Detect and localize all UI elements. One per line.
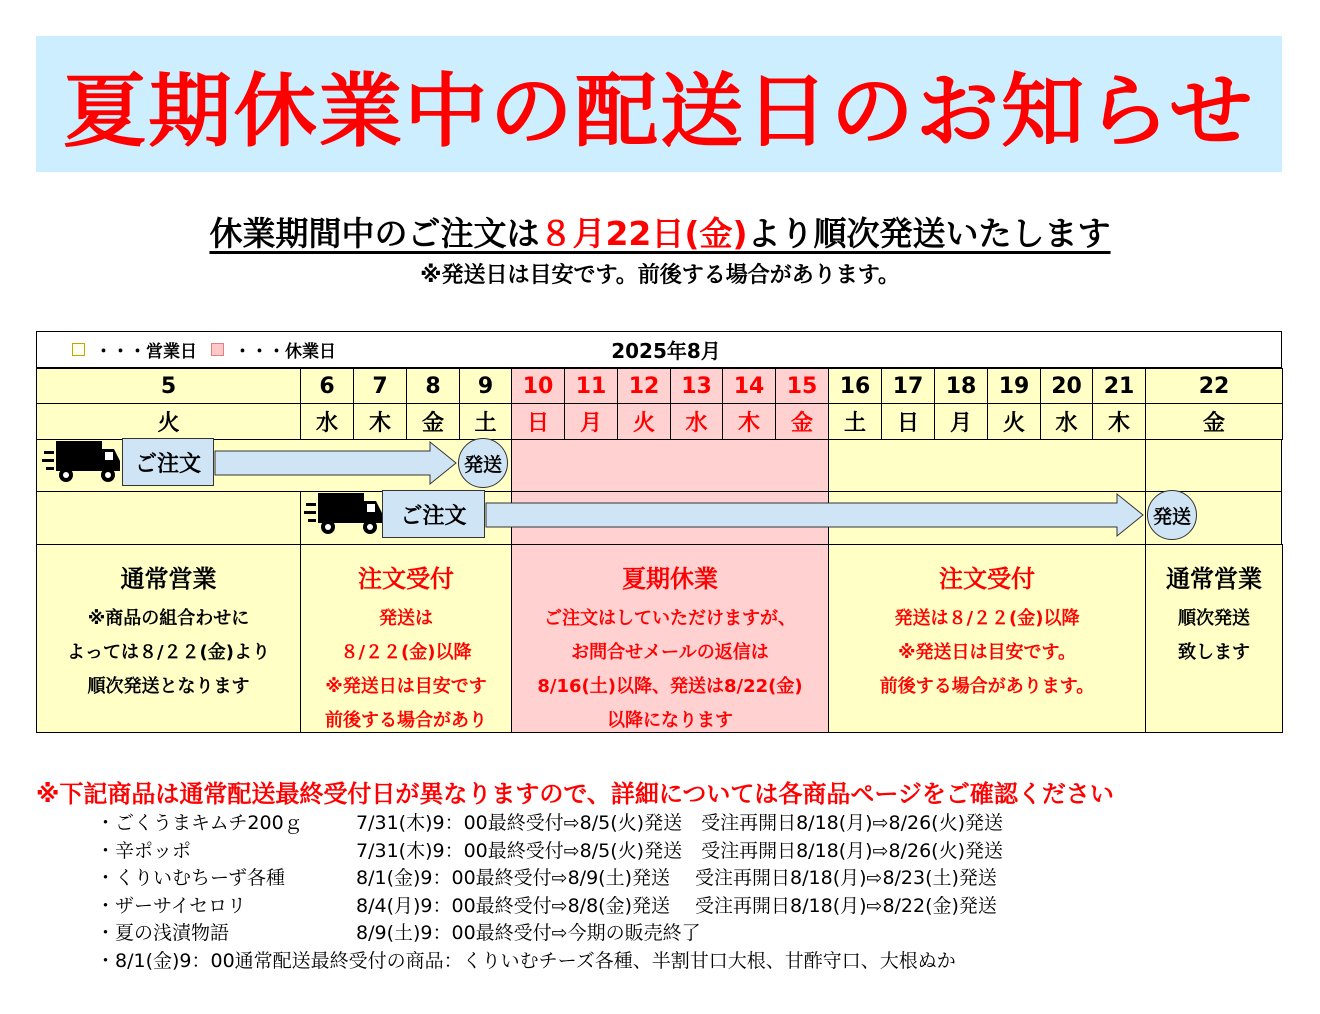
page-title: 夏期休業中の配送日のお知らせ xyxy=(63,64,1255,158)
shipping-note: ※発送日は目安です。前後する場合があります。 xyxy=(420,263,900,288)
date-cell: 7 xyxy=(353,368,407,404)
weekday-cell: 日 xyxy=(511,403,565,440)
phase-line: 発送は８/２２(金)以降 xyxy=(894,608,1080,629)
weekday-cell: 木 xyxy=(353,403,407,440)
phase-title: 夏期休業 xyxy=(622,565,718,593)
truck-icon xyxy=(304,491,384,537)
date-cell: 18 xyxy=(934,368,988,404)
subtitle xyxy=(0,208,1320,255)
date-cell: 17 xyxy=(881,368,935,404)
date-cell: 21 xyxy=(1092,368,1146,404)
phase-title: 注文受付 xyxy=(939,565,1035,593)
subtitle-text xyxy=(209,214,1110,253)
date-cell: 6 xyxy=(300,368,354,404)
order-row-1-segment xyxy=(1145,439,1282,492)
title-banner xyxy=(36,36,1282,172)
date-cell: 9 xyxy=(459,368,512,404)
phase-cell xyxy=(1145,544,1283,733)
date-cell: 5 xyxy=(36,368,301,404)
phase-line: ※発送日は目安です xyxy=(325,676,487,697)
product-detail: 8/9(土)9：00最終受付⇨今期の販売終了 xyxy=(356,922,701,944)
phase-line: よっては８/２２(金)より xyxy=(66,642,271,663)
ship-badge-1: 発送 xyxy=(458,438,508,488)
last-line: ・8/1(金)9：00通常配送最終受付の商品：くりいむチーズ各種、半割甘口大根、甘酢守口、大根ぬか xyxy=(96,949,956,972)
weekday-cell: 火 xyxy=(36,403,301,440)
phase-line: ※商品の組合わせに xyxy=(87,608,250,629)
holiday-swatch xyxy=(211,343,224,356)
phase-title: 通常営業 xyxy=(1166,565,1262,593)
subtitle-date: ８月22日(金) xyxy=(539,214,748,253)
date-cell: 15 xyxy=(775,368,829,404)
date-cell: 14 xyxy=(722,368,776,404)
weekday-cell: 金 xyxy=(406,403,460,440)
phase-line: 順次発送 xyxy=(1178,608,1250,629)
ship-badge-2: 発送 xyxy=(1147,490,1197,540)
legend-holiday: ・・・休業日 xyxy=(234,341,336,362)
phase-line: 前後する場合があり xyxy=(325,710,487,731)
date-cell: 20 xyxy=(1040,368,1093,404)
product-name: ・ザーサイセロリ xyxy=(96,894,247,917)
phase-cell xyxy=(511,544,829,733)
weekday-cell: 火 xyxy=(617,403,671,440)
weekday-cell: 水 xyxy=(300,403,354,440)
date-cell: 13 xyxy=(670,368,723,404)
legend-business: ・・・営業日 xyxy=(95,341,197,362)
weekday-cell: 土 xyxy=(828,403,882,440)
phase-line: 致します xyxy=(1178,642,1250,663)
phase-line: 8/16(土)以降、発送は8/22(金) xyxy=(537,676,803,697)
weekday-cell: 火 xyxy=(987,403,1041,440)
weekday-cell: 土 xyxy=(459,403,512,440)
date-cell: 10 xyxy=(511,368,565,404)
calendar xyxy=(36,331,1282,733)
date-cell: 8 xyxy=(406,368,460,404)
product-detail: 7/31(木)9：00最終受付⇨8/5(火)発送 受注再開日8/18(月)⇨8/26(火)発送 xyxy=(356,839,1003,862)
product-name: ・夏の浅漬物語 xyxy=(96,922,230,944)
phase-line: ※発送日は目安です。 xyxy=(897,642,1077,663)
weekday-cell: 月 xyxy=(564,403,618,440)
date-cell: 12 xyxy=(617,368,671,404)
order-arrow-1 xyxy=(214,440,458,486)
product-detail: 8/4(月)9：00最終受付⇨8/8(金)発送 受注再開日8/18(月)⇨8/22(金)発送 xyxy=(356,894,997,917)
phase-cell xyxy=(36,544,301,733)
date-cell: 16 xyxy=(828,368,882,404)
weekday-cell: 水 xyxy=(1040,403,1093,440)
date-cell: 22 xyxy=(1145,368,1283,404)
product-name: ・ごくうまキムチ200ｇ xyxy=(96,812,303,834)
phase-line: ８/２２(金)以降 xyxy=(340,642,472,663)
phase-title: 通常営業 xyxy=(120,565,217,593)
phase-line: お問合せメールの返信は xyxy=(571,642,769,663)
business-day-swatch xyxy=(72,343,85,356)
weekday-cell: 木 xyxy=(1092,403,1146,440)
weekday-cell: 日 xyxy=(881,403,935,440)
phase-title: 注文受付 xyxy=(358,565,454,593)
order-arrow-2 xyxy=(485,492,1145,538)
product-name: ・くりいむちーず各種 xyxy=(96,867,286,889)
phase-line: ご注文はしていただけますが、 xyxy=(544,608,796,629)
phase-cell xyxy=(300,544,512,733)
subtitle-before: 休業期間中のご注文は xyxy=(209,214,540,253)
product-detail: 7/31(木)9：00最終受付⇨8/5(火)発送 受注再開日8/18(月)⇨8/26(火)発送 xyxy=(356,812,1003,834)
weekday-cell: 木 xyxy=(722,403,776,440)
truck-icon xyxy=(42,439,122,485)
phase-line: 以降になります xyxy=(607,710,733,731)
phase-line: 発送は xyxy=(379,608,433,629)
order-box-1: ご注文 xyxy=(122,438,214,486)
date-cell: 11 xyxy=(564,368,618,404)
weekday-cell: 月 xyxy=(934,403,988,440)
weekday-cell: 水 xyxy=(670,403,723,440)
subtitle-after: より順次発送いたします xyxy=(747,214,1111,253)
phase-line: 前後する場合があります。 xyxy=(879,676,1095,697)
warning-text: ※下記商品は通常配送最終受付日が異なりますので、詳細については各商品ページをご確認ください xyxy=(36,780,1114,808)
order-row-1-holiday xyxy=(511,439,829,492)
product-name: ・辛ポッポ xyxy=(96,839,192,862)
order-box-2: ご注文 xyxy=(382,490,485,538)
product-detail: 8/1(金)9：00最終受付⇨8/9(土)発送 受注再開日8/18(月)⇨8/23(土)発送 xyxy=(356,867,997,889)
order-row-1-segment xyxy=(828,439,1146,492)
legend xyxy=(72,331,336,367)
weekday-cell: 金 xyxy=(1145,403,1283,440)
order-row-2-segment xyxy=(36,491,301,545)
date-cell: 19 xyxy=(987,368,1041,404)
month-label: 2025年8月 xyxy=(611,339,721,363)
weekday-cell: 金 xyxy=(775,403,829,440)
phase-cell xyxy=(828,544,1146,733)
phase-line: 順次発送となります xyxy=(87,676,250,697)
